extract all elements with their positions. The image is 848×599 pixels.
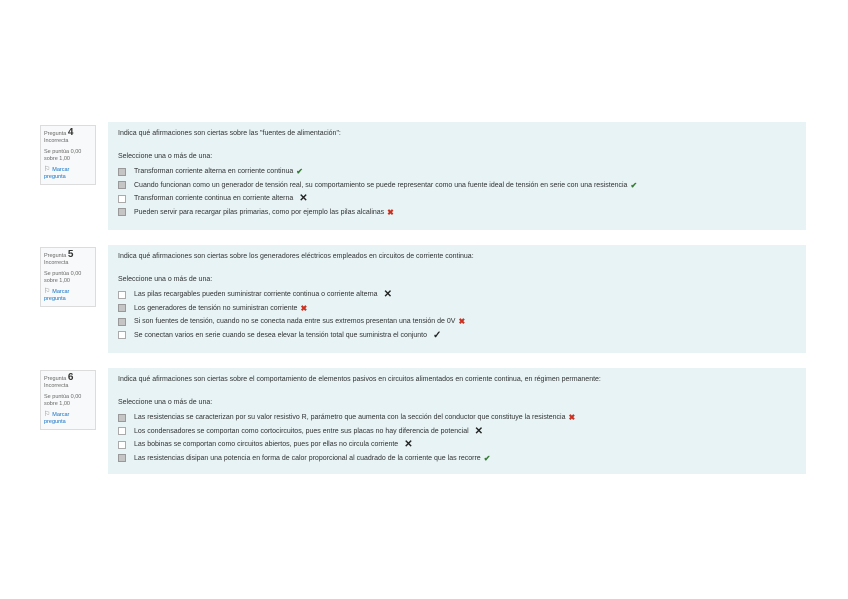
wrong-answer-cross-icon: ✕ bbox=[299, 193, 308, 205]
answer-checkbox[interactable] bbox=[118, 304, 126, 312]
answer-checkbox[interactable] bbox=[118, 427, 126, 435]
incorrect-cross-icon: ✖ bbox=[387, 207, 394, 217]
wrong-answer-cross-icon: ✕ bbox=[474, 425, 484, 437]
answer-list bbox=[118, 288, 796, 342]
question-content bbox=[108, 245, 806, 353]
question-info bbox=[40, 247, 96, 307]
question-content bbox=[108, 122, 806, 230]
question-state: Incorrecta bbox=[44, 383, 69, 389]
answer-option bbox=[118, 192, 796, 206]
question-info bbox=[40, 370, 96, 430]
answer-label: Transforman corriente alterna en corriente continua bbox=[134, 168, 294, 176]
question-number: Pregunta 4 bbox=[44, 127, 74, 138]
incorrect-cross-icon: ✖ bbox=[568, 413, 576, 423]
choose-instruction: Seleccione una o más de una: bbox=[118, 153, 213, 160]
wrong-answer-cross-icon: ✕ bbox=[404, 439, 413, 451]
flag-question-link[interactable]: ⚐ Marcar pregunta bbox=[44, 288, 70, 302]
answer-option bbox=[118, 302, 796, 316]
correct-check-icon: ✔ bbox=[296, 167, 303, 177]
answer-list bbox=[118, 165, 796, 219]
answer-option bbox=[118, 288, 796, 302]
answer-list bbox=[118, 411, 796, 465]
answer-option bbox=[118, 438, 796, 452]
answer-option bbox=[118, 425, 796, 439]
answer-checkbox[interactable] bbox=[118, 441, 126, 449]
flag-icon: ⚐ bbox=[44, 411, 51, 418]
answer-option bbox=[118, 179, 796, 193]
incorrect-cross-icon: ✖ bbox=[458, 317, 466, 327]
answer-label: Transforman corriente continua en corriente alterna bbox=[134, 195, 294, 203]
question-score: Se puntúa 0,00 sobre 1,00 bbox=[44, 149, 82, 162]
answer-label: Las pilas recargables pueden suministrar corriente continua o corriente alterna bbox=[134, 291, 378, 299]
question-prompt: Indica qué afirmaciones son ciertas sobre los generadores eléctricos empleados en circuitos de corriente continua: bbox=[118, 253, 474, 260]
question-info bbox=[40, 125, 96, 185]
answer-checkbox[interactable] bbox=[118, 208, 126, 216]
answer-label: Si son fuentes de tensión, cuando no se conecta nada entre sus extremos presentan una tensión de 0V bbox=[134, 318, 456, 326]
flag-question-link[interactable]: ⚐ Marcar pregunta bbox=[44, 166, 70, 180]
answer-checkbox[interactable] bbox=[118, 195, 126, 203]
flag-icon: ⚐ bbox=[44, 288, 51, 295]
correct-check-icon: ✔ bbox=[630, 180, 638, 190]
answer-option bbox=[118, 165, 796, 179]
flag-question-link[interactable]: ⚐ Marcar pregunta bbox=[44, 411, 70, 425]
answer-option bbox=[118, 315, 796, 329]
answer-checkbox[interactable] bbox=[118, 291, 126, 299]
answer-checkbox[interactable] bbox=[118, 168, 126, 176]
question-score: Se puntúa 0,00 sobre 1,00 bbox=[44, 271, 82, 284]
answer-label: Pueden servir para recargar pilas primarias, como por ejemplo las pilas alcalinas bbox=[134, 208, 385, 216]
answer-option bbox=[118, 452, 796, 466]
answer-label: Los generadores de tensión no suministran corriente bbox=[134, 304, 298, 312]
question-prompt: Indica qué afirmaciones son ciertas sobre las "fuentes de alimentación": bbox=[118, 130, 341, 137]
question-state: Incorrecta bbox=[44, 260, 69, 266]
question-number: Pregunta 6 bbox=[44, 372, 74, 383]
answer-option bbox=[118, 329, 796, 343]
question-state: Incorrecta bbox=[44, 138, 69, 144]
answer-checkbox[interactable] bbox=[118, 318, 126, 326]
answer-label: Se conectan varios en serie cuando se desea elevar la tensión total que suministra el conjunto bbox=[134, 331, 428, 339]
answer-option bbox=[118, 206, 796, 220]
correct-check-icon: ✔ bbox=[483, 453, 491, 463]
question-prompt: Indica qué afirmaciones son ciertas sobre el comportamiento de elementos pasivos en circuitos alimentados en corriente continua, en régimen permanente: bbox=[118, 376, 601, 383]
answer-label: Los condensadores se comportan como cortocircuitos, pues entre sus placas no hay diferencia de potencial bbox=[134, 427, 469, 435]
choose-instruction: Seleccione una o más de una: bbox=[118, 399, 213, 406]
incorrect-cross-icon: ✖ bbox=[300, 303, 308, 313]
right-answer-tick-icon: ✓ bbox=[433, 329, 442, 341]
flag-icon: ⚐ bbox=[44, 166, 51, 173]
answer-checkbox[interactable] bbox=[118, 181, 126, 189]
answer-option bbox=[118, 411, 796, 425]
choose-instruction: Seleccione una o más de una: bbox=[118, 276, 213, 283]
answer-label: Las resistencias se caracterizan por su valor resistivo R, parámetro que aumenta con la sección del conductor que constituye la resistencia bbox=[134, 414, 566, 422]
answer-checkbox[interactable] bbox=[118, 454, 126, 462]
answer-label: Las resistencias disipan una potencia en forma de calor proporcional al cuadrado de la corriente que las recorre bbox=[134, 454, 481, 462]
question-number: Pregunta 5 bbox=[44, 249, 74, 260]
answer-label: Cuando funcionan como un generador de tensión real, su comportamiento se puede representar como una fuente ideal de tensión en serie con una resistencia bbox=[134, 181, 628, 189]
answer-checkbox[interactable] bbox=[118, 414, 126, 422]
question-content bbox=[108, 368, 806, 474]
answer-checkbox[interactable] bbox=[118, 331, 126, 339]
question-score: Se puntúa 0,00 sobre 1,00 bbox=[44, 394, 82, 407]
answer-label: Las bobinas se comportan como circuitos abiertos, pues por ellas no circula corriente bbox=[134, 441, 399, 449]
wrong-answer-cross-icon: ✕ bbox=[383, 289, 392, 301]
